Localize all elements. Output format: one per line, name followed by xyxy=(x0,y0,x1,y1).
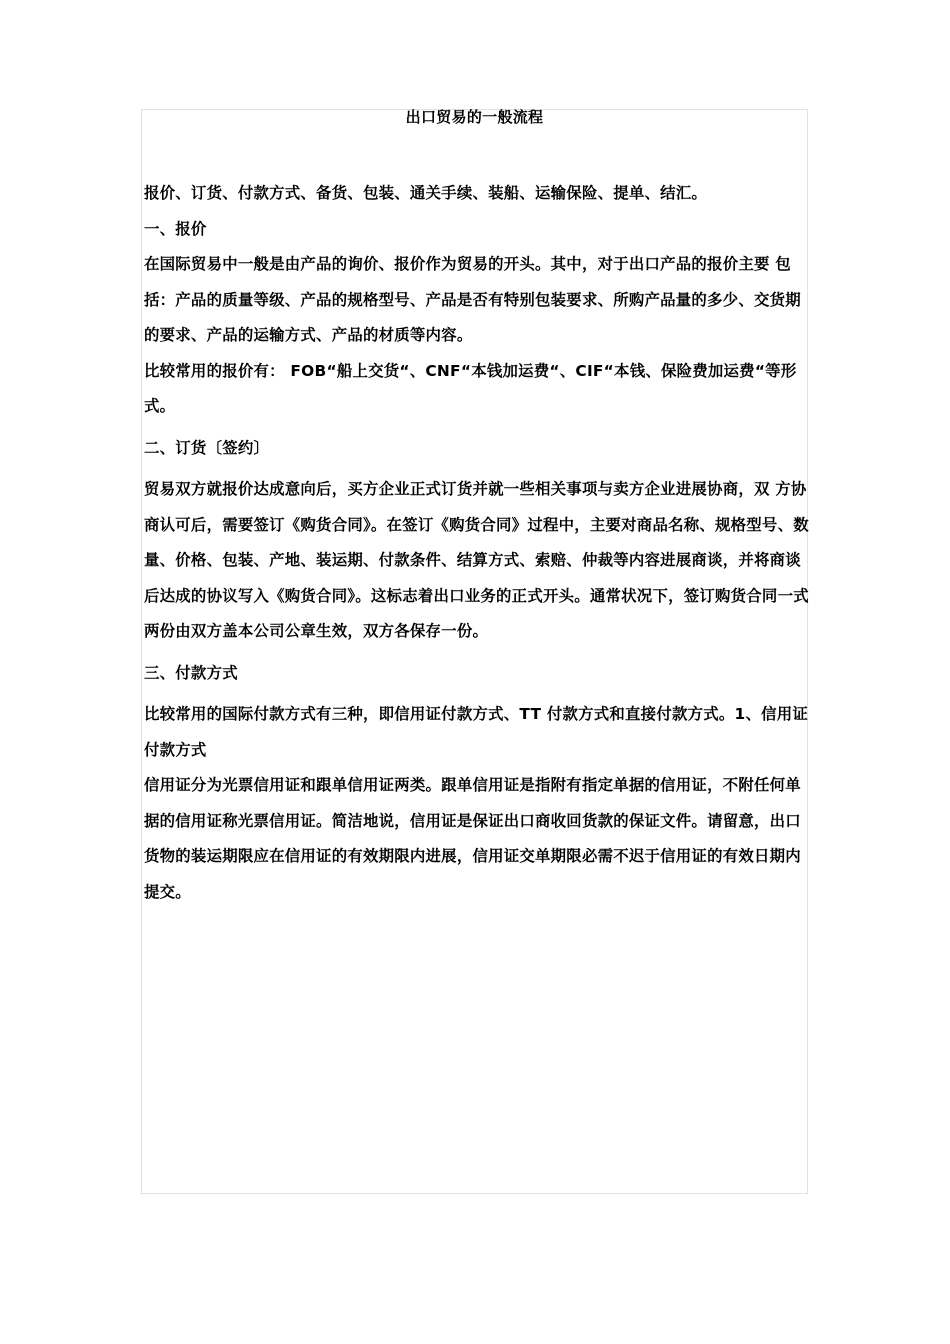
overview-paragraph: 报价、订货、付款方式、备货、包装、通关手续、装船、运输保险、提单、结汇。 xyxy=(144,184,708,202)
section-1-heading: 一、报价 xyxy=(144,219,207,238)
section-3-paragraph-2: 信用证分为光票信用证和跟单信用证两类。跟单信用证是指附有指定单据的信用证，不附任何单据的信用证称光票信用证。简洁地说，信用证是保证出口商收回货款的保证文件。请留意，出口货物的装运期限应在信用证的有效期限内进展，信用证交单期限必需不迟于信用证的有效日期内提交。 xyxy=(144,776,801,901)
document-title: 出口贸易的一般流程 xyxy=(405,108,544,126)
section-2-heading: 二、订货〔签约〕 xyxy=(144,438,270,457)
section-1-paragraph-2: 比较常用的报价有： FOB“船上交货“、CNF“本钱加运费“、CIF“本钱、保险费加运费“等形式。 xyxy=(144,361,797,415)
section-1-paragraph: 在国际贸易中一般是由产品的询价、报价作为贸易的开头。其中，对于出口产品的报价主要 包括：产品的质量等级、产品的规格型号、产品是否有特别包装要求、所购产品量的多少、交货期的要求、产品的运输方式、产品的材质等内容。 xyxy=(144,255,801,344)
section-3-heading: 三、付款方式 xyxy=(144,663,238,682)
section-2-paragraph: 贸易双方就报价达成意向后，买方企业正式订货并就一些相关事项与卖方企业进展协商，双 方协商认可后，需要签订《购货合同》。在签订《购货合同》过程中，主要对商品名称、规格型号、数量、价格、包装、产地、装运期、付款条件、结算方式、索赔、仲裁等内容进展商谈，并将商谈后达成的协议写入《购货合同》。这标志着出口业务的正式开头。通常状况下，签订购货合同一式两份由双方盖本公司公章生效，双方各保存一份。 xyxy=(144,480,809,640)
document-body xyxy=(144,176,812,910)
section-3-paragraph: 比较常用的国际付款方式有三种，即信用证付款方式、TT 付款方式和直接付款方式。1、信用证付款方式 xyxy=(144,705,809,759)
